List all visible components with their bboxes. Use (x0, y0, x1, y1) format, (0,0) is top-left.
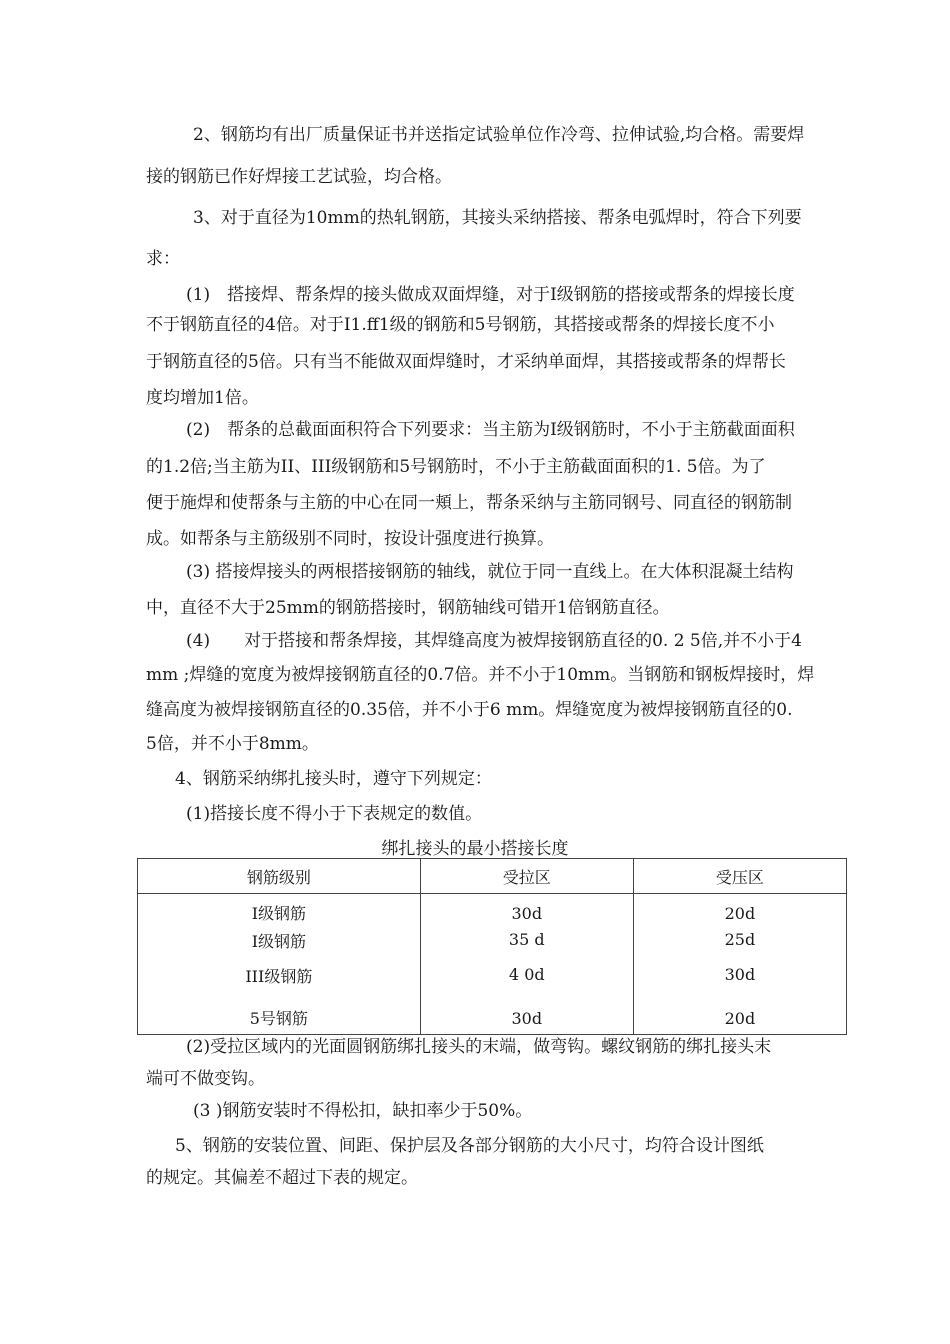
table-cell: I级钢筋 (251, 904, 307, 923)
paragraph-4-1-line-1: (1)搭接长度不得小于下表规定的数值。 (186, 804, 483, 824)
table-cell: 30d (511, 1009, 543, 1028)
paragraph-4-2-line-1: (2)受拉区域内的光面圆钢筋绑扎接头的末端，做弯钩。螺纹钢筋的绑扎接头末 (186, 1037, 772, 1057)
paragraph-3-3-line-2: 中，直径不大于25mm的钢筋搭接时，钢筋轴线可错开1倍钢筋直径。 (146, 598, 670, 618)
paragraph-3-4-line-1: (4) 对于搭接和帮条焊接，其焊缝高度为被焊接钢筋直径的0. 2 5倍,并不小于4 (186, 631, 802, 651)
paragraph-3-1-line-2: 不于钢筋直径的4倍。对于I1.ff1级的钢筋和5号钢筋，其搭接或帮条的焊接长度不小 (146, 315, 775, 335)
paragraph-4-line-1: 4、钢筋采纳绑扎接头时，遵守下列规定： (175, 769, 492, 789)
table-cell: 30d (724, 965, 756, 984)
table-cell: 25d (724, 930, 756, 949)
table-cell: 35 d (508, 930, 545, 949)
paragraph-3-4-line-2: mm ;焊缝的宽度为被焊接钢筋直径的0.7倍。并不小于10mm。当钢筋和钢板焊接时，焊 (146, 665, 815, 685)
paragraph-3-2-line-1: (2) 帮条的总截面面积符合下列要求：当主筋为Ⅰ级钢筋时，不小于主筋截面面积 (186, 420, 795, 440)
table-col-compression (633, 894, 846, 1035)
paragraph-3-2-line-2: 的1.2倍;当主筋为II、III级钢筋和5号钢筋时，不小于主筋截面面积的1. 5倍。为了 (146, 457, 766, 477)
table-col-grade (138, 894, 421, 1035)
paragraph-3-line-1: 3、对于直径为10mm的热轧钢筋，其接头采纳搭接、帮条电弧焊时，符合下列要 (193, 208, 802, 228)
table-header-compression: 受压区 (633, 859, 846, 894)
table-header-grade: 钢筋级别 (138, 859, 421, 894)
table-cell: III级钢筋 (245, 967, 313, 986)
paragraph-3-line-2: 求： (146, 249, 180, 269)
paragraph-3-1-line-1: (1) 搭接焊、帮条焊的接头做成双面焊缝，对于Ⅰ级钢筋的搭接或帮条的焊接长度 (186, 285, 795, 305)
paragraph-3-2-line-4: 成。如帮条与主筋级别不同时，按设计强度进行换算。 (146, 529, 554, 549)
table-cell: 20d (724, 904, 756, 923)
table-cell: 4 0d (508, 965, 545, 984)
table-col-tension (420, 894, 633, 1035)
paragraph-2-line-2: 接的钢筋已作好焊接工艺试验，均合格。 (146, 167, 452, 187)
paragraph-5-line-1: 5、钢筋的安装位置、间距、保护层及各部分钢筋的大小尺寸，均符合设计图纸 (175, 1136, 764, 1156)
paragraph-3-1-line-3: 于钢筋直径的5倍。只有当不能做双面焊缝时，才采纳单面焊，其搭接或帮条的焊帮长 (146, 352, 786, 372)
table-cell: 20d (724, 1009, 756, 1028)
table-cell: 30d (511, 904, 543, 923)
table-header-tension: 受拉区 (420, 859, 633, 894)
table-cell: I级钢筋 (251, 932, 307, 951)
table-caption: 绑扎接头的最小搭接长度 (381, 839, 569, 859)
paragraph-3-3-line-1: (3) 搭接焊接头的两根搭接钢筋的轴线，就位于同一直线上。在大体积混凝土结构 (186, 562, 794, 582)
paragraph-3-4-line-3: 缝高度为被焊接钢筋直径的0.35倍，并不小于6 mm。焊缝宽度为被焊接钢筋直径的0. (146, 700, 793, 720)
paragraph-3-4-line-4: 5倍，并不小于8mm。 (146, 734, 319, 754)
paragraph-2-line-1: 2、钢筋均有出厂质量保证书并送指定试验单位作冷弯、拉伸试验,均合格。需要焊 (193, 125, 805, 145)
paragraph-5-line-2: 的规定。其偏差不超过下表的规定。 (146, 1168, 418, 1188)
lap-length-table (137, 858, 847, 1035)
paragraph-4-3-line-1: (3 )钢筋安装时不得松扣，缺扣率少于50%。 (193, 1101, 533, 1121)
table-cell: 5号钢筋 (249, 1009, 308, 1028)
paragraph-3-2-line-3: 便于施焊和使帮条与主筋的中心在同一頬上，帮条采纳与主筋同钢号、同直径的钢筋制 (146, 493, 792, 513)
paragraph-3-1-line-4: 度均增加1倍。 (146, 388, 259, 408)
paragraph-4-2-line-2: 端可不做变钩。 (146, 1069, 265, 1089)
